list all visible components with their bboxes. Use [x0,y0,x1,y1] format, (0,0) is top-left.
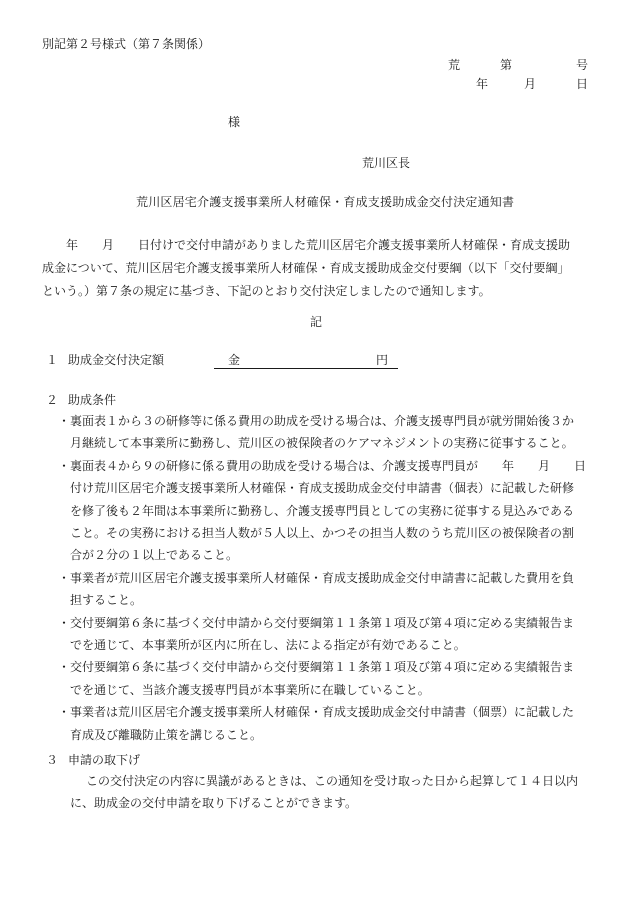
condition-line: こと。その実務における担当人数が５人以上、かつその担当人数のうち荒川区の被保険者の割 [70,526,575,541]
date-year: 年 [476,77,489,91]
bullet: ・ [58,615,71,630]
reference-go: 号 [576,58,589,72]
condition-item [56,701,592,746]
conditions-list [56,410,592,746]
bullet: ・ [58,458,71,473]
condition-line: 裏面表４から９の研修に係る費用の助成を受ける場合は、介護支援専門員が 年 月 日 [70,458,587,473]
date-day: 日 [576,77,589,91]
withdrawal-line: この交付決定の内容に異議があるときは、この通知を受け取った日から起算して１４日以内 [86,774,579,788]
section3-number: ３ [46,753,59,767]
condition-line: 合が２分の１以上であること。 [70,548,239,563]
condition-line: 月継続して本事業所に勤務し、荒川区の被保険者のケアマネジメントの実務に従事すること。 [70,436,574,451]
intro-line: という。）第７条の規定に基づき、下記のとおり交付決定しましたので通知します。 [42,284,491,298]
withdrawal-paragraph [70,770,592,814]
condition-line: 交付要綱第６条に基づく交付申請から交付要綱第１１条第１項及び第４項に定める実績報告ま [70,615,575,630]
addressee-suffix: 様 [228,115,241,129]
intro-paragraph [42,234,590,303]
withdrawal-line: に、助成金の交付申請を取り下げることができます。 [70,796,358,810]
ki-label: 記 [310,315,323,329]
bullet: ・ [58,705,71,720]
condition-item [56,455,592,567]
condition-line: 事業者は荒川区居宅介護支援事業所人材確保・育成支援助成金交付申請書（個票）に記載した [70,705,575,720]
document-title: 荒川区居宅介護支援事業所人材確保・育成支援助成金交付決定通知書 [136,195,515,209]
condition-item [56,410,592,455]
condition-line: 担すること。 [70,593,143,608]
condition-item [56,656,592,701]
condition-line: 交付要綱第６条に基づく交付申請から交付要綱第１１条第１項及び第４項に定める実績報告ま [70,660,575,675]
condition-item [56,567,592,612]
condition-item [56,612,592,657]
condition-line: でを通じて、当該介護支援専門員が本事業所に在職していること。 [70,682,430,697]
reference-ara: 荒 [448,58,461,72]
amount-yen: 円 [375,353,388,367]
section1-number: １ [46,353,59,367]
section2-number: ２ [46,393,59,407]
amount-field [214,352,398,369]
amount-kin: 金 [228,353,241,367]
condition-line: を修了後も２年間は本事業所に勤務し、介護支援専門員としての実務に従事する見込みである [70,503,575,518]
section1-label: 助成金交付決定額 [68,353,165,367]
condition-line: 事業者が荒川区居宅介護支援事業所人材確保・育成支援助成金交付申請書に記載した費用を負 [70,570,575,585]
condition-line: 育成及び離職防止策を講じること。 [70,727,263,742]
intro-line: 成金について、荒川区居宅介護支援事業所人材確保・育成支援助成金交付要綱（以下「交付要綱」 [42,261,570,275]
reference-dai: 第 [500,58,513,72]
bullet: ・ [58,570,71,585]
section3-label: 申請の取下げ [68,753,141,767]
bullet: ・ [58,414,71,428]
issuer-name: 荒川区長 [362,156,411,170]
date-month: 月 [524,77,537,91]
condition-line: でを通じて、本事業所が区内に所在し、法による指定が有効であること。 [70,638,466,653]
bullet: ・ [58,660,71,675]
condition-line: 裏面表１から３の研修等に係る費用の助成を受ける場合は、介護支援専門員が就労開始後３か [70,414,575,428]
form-label: 別記第２号様式（第７条関係） [42,37,211,51]
intro-line: 年 月 日付けで交付申請がありました荒川区居宅介護支援事業所人材確保・育成支援助 [66,238,571,252]
condition-line: 付け荒川区居宅介護支援事業所人材確保・育成支援助成金交付申請書（個表）に記載した研修 [70,481,575,496]
section2-label: 助成条件 [68,393,117,407]
